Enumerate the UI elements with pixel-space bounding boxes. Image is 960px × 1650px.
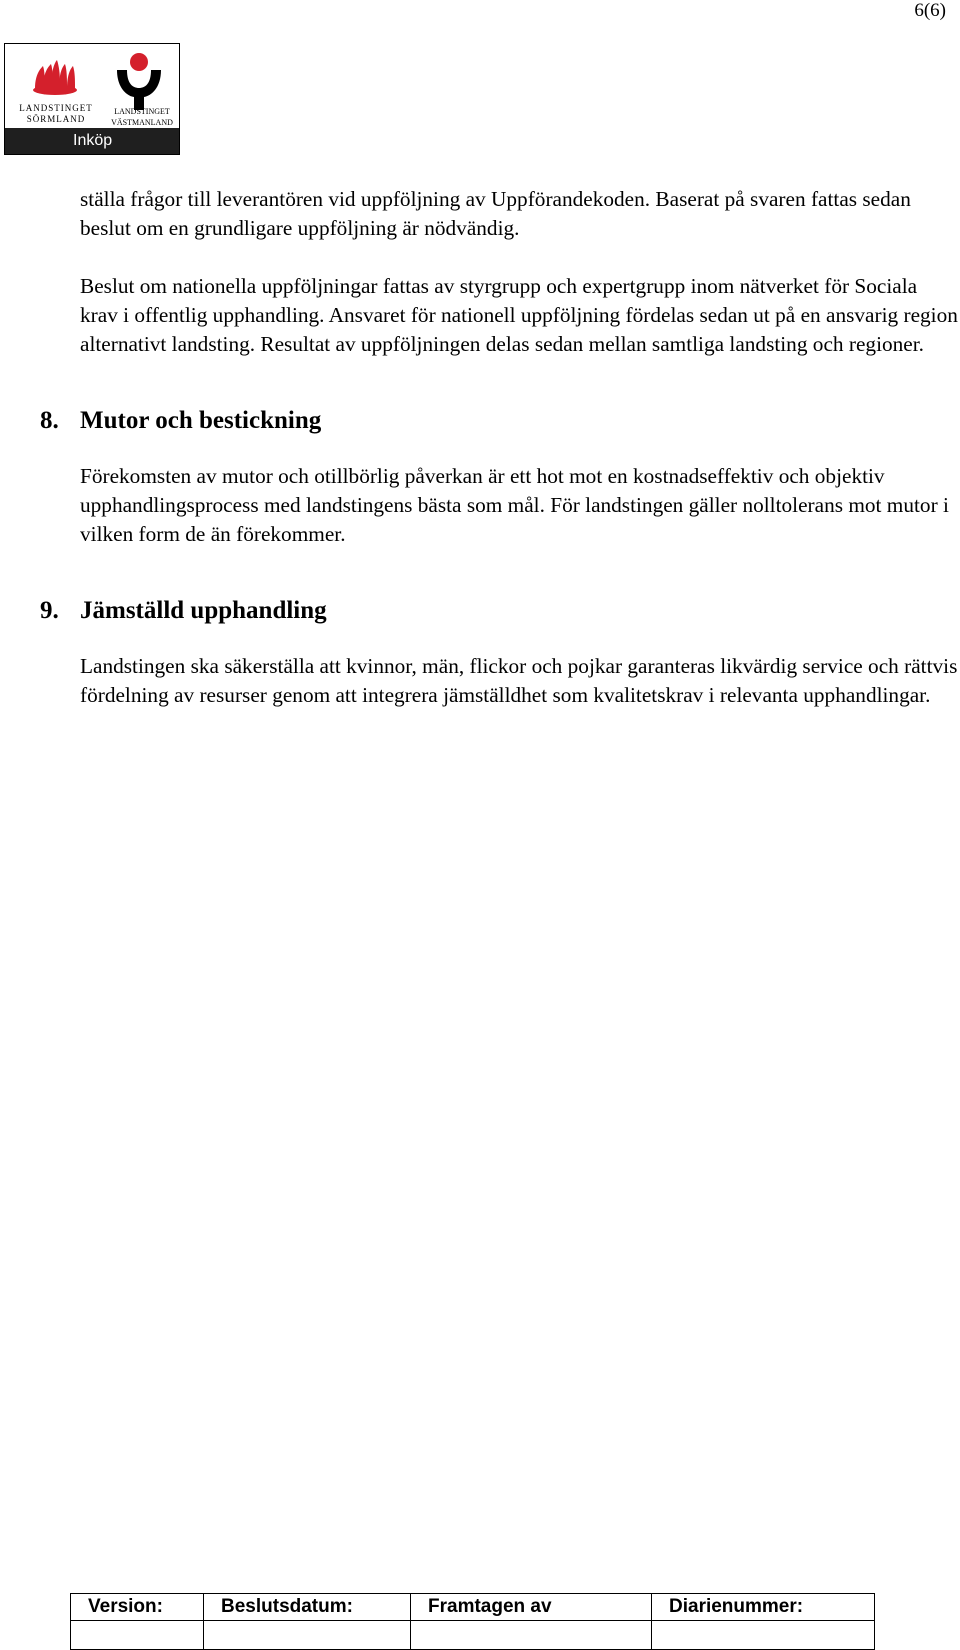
logo <box>4 43 180 155</box>
footer-header-row <box>71 1594 875 1621</box>
section-title: Jämställd upphandling <box>80 597 327 624</box>
page-number: 6(6) <box>914 0 946 21</box>
logo-right-text: LANDSTINGET VÄSTMANLAND <box>111 107 173 127</box>
document-body <box>40 185 960 710</box>
footer-header-decision-date: Beslutsdatum: <box>204 1594 411 1621</box>
section-title: Mutor och bestickning <box>80 407 322 434</box>
footer-value-registration-number <box>652 1621 875 1650</box>
logo-bar <box>5 128 179 154</box>
paragraph: Förekomsten av mutor och otillbörlig påverkan är ett hot mot en kostnadseffektiv och objektiv upphandlingsprocess med landstingens bästa som mål. För landstingen gäller nolltolerans mot mutor i vilken form de än förekommer. <box>80 464 949 546</box>
section-number: 8. <box>40 407 59 434</box>
logo-left-text: LANDSTINGET SÖRMLAND <box>19 103 93 124</box>
paragraph: ställa frågor till leverantören vid uppföljning av Uppförandekoden. Baserat på svaren fattas sedan beslut om en grundligare uppföljning är nödvändig. <box>80 187 911 240</box>
footer-value-author <box>411 1621 652 1650</box>
section-heading <box>40 594 960 628</box>
sormland-emblem-icon <box>33 60 77 95</box>
section-heading <box>40 404 960 438</box>
paragraph: Beslut om nationella uppföljningar fattas av styrgrupp och expertgrupp inom nätverket för Sociala krav i offentlig upphandling. Ansvaret för nationell uppföljning fördelas sedan ut på en ansvarig region alternativt landsting. Resultat av uppföljningen delas sedan mellan samtliga landsting och regioner. <box>80 274 958 356</box>
document-footer-table <box>70 1593 875 1650</box>
logo-department: Inköp <box>73 132 113 149</box>
footer-value-decision-date <box>204 1621 411 1650</box>
footer-header-author: Framtagen av <box>411 1594 652 1621</box>
footer-value-version <box>71 1621 204 1650</box>
vastmanland-emblem-icon <box>117 53 161 110</box>
footer-value-row <box>71 1621 875 1650</box>
section-number: 9. <box>40 597 59 624</box>
paragraph: Landstingen ska säkerställa att kvinnor, män, flickor och pojkar garanteras likvärdig service och rättvis fördelning av resurser genom att integrera jämställdhet som kvalitetskrav i relevanta upphandlingar. <box>80 654 958 707</box>
footer-header-version: Version: <box>71 1594 204 1621</box>
footer-header-registration-number: Diarienummer: <box>652 1594 875 1621</box>
